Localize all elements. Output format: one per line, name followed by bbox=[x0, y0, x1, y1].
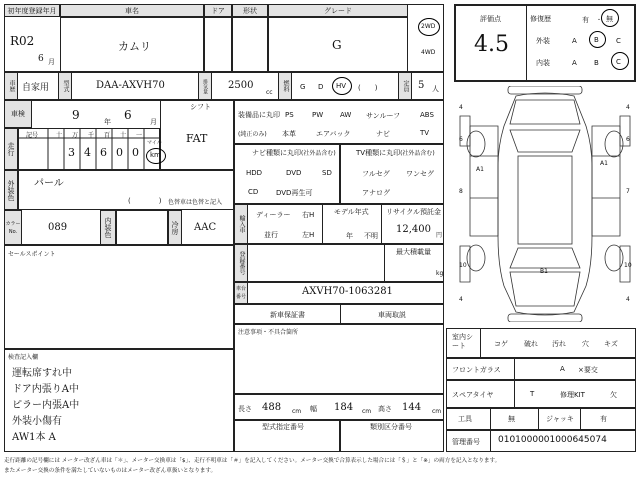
repair-no: 無 bbox=[606, 15, 613, 23]
recycle-label: リサイクル預託金 bbox=[386, 208, 442, 216]
displacement-label: 排気量 bbox=[198, 72, 212, 100]
ac-label: 冷房 bbox=[168, 210, 182, 245]
tv-label bbox=[356, 148, 435, 158]
diag-num-5: 8 bbox=[459, 188, 463, 195]
score-label: 評価点 bbox=[480, 15, 501, 23]
equip-navi: ナビ bbox=[376, 130, 390, 138]
diag-num-8: 4 bbox=[459, 296, 463, 303]
score-divider bbox=[526, 6, 527, 80]
interior-label: 内装色 bbox=[100, 210, 116, 245]
reg-year-value: R02 bbox=[10, 34, 35, 48]
height-label: 高さ bbox=[378, 405, 392, 413]
shift-label: シフト bbox=[190, 103, 211, 111]
inspector-line-2: ピラー内張A中 bbox=[12, 400, 80, 411]
diag-num-1: 4 bbox=[626, 104, 630, 111]
exterior-paren: ( ) bbox=[128, 197, 162, 205]
navi-dvd: DVD bbox=[286, 169, 302, 177]
displacement-value: 2500 bbox=[228, 80, 254, 91]
mgmt-label: 管理番号 bbox=[452, 438, 480, 446]
tools-value: 無 bbox=[508, 415, 515, 423]
door-label: ドア bbox=[204, 4, 232, 17]
tv-oneseg: ワンセグ bbox=[406, 170, 434, 178]
equip-aw: AW bbox=[340, 111, 352, 119]
equip-airbag: エアバック bbox=[316, 130, 351, 138]
equip-ps: PS bbox=[285, 111, 294, 119]
usage-value: 自家用 bbox=[22, 83, 50, 93]
seat-item-1: 破れ bbox=[524, 340, 538, 348]
recycle-value: 12,400 bbox=[396, 224, 431, 235]
capacity-label: 定員 bbox=[398, 72, 412, 100]
inspector-line-4: AW1本 A bbox=[12, 432, 56, 443]
spare-opt1: T bbox=[530, 390, 535, 398]
shift-value: FAT bbox=[186, 132, 208, 145]
model-name-label: 車名 bbox=[60, 4, 204, 17]
mileage-header-4: 百 bbox=[104, 132, 111, 139]
mileage-header-2: 万 bbox=[72, 132, 79, 139]
length-value: 488 bbox=[262, 402, 282, 413]
spare-opt2: 修理KIT bbox=[560, 391, 585, 399]
drive-2wd: 2WD bbox=[421, 23, 436, 30]
class-label: 類別区分番号 bbox=[370, 423, 412, 431]
color-no-label: カラーNo. bbox=[4, 210, 22, 245]
type-label: 型式 bbox=[58, 72, 72, 100]
spare-divider bbox=[514, 380, 515, 408]
mileage-digit-1: 3 bbox=[68, 146, 75, 159]
inspector-label: 検査記入欄 bbox=[8, 354, 39, 361]
jack-label: ジャッキ bbox=[546, 415, 574, 423]
fuel-other: ( ) bbox=[358, 84, 378, 92]
inspection-year: 9 bbox=[72, 108, 80, 122]
diag-num-7: 10 bbox=[624, 262, 632, 269]
repair-yes: 有 bbox=[582, 16, 589, 24]
type-spec-label: 型式指定番号 bbox=[262, 423, 304, 431]
equip-leather: 本革 bbox=[282, 130, 296, 138]
navi-dvd-play: DVD再生可 bbox=[276, 189, 313, 197]
height-value: 144 bbox=[402, 402, 422, 413]
grade-label: グレード bbox=[268, 4, 408, 17]
inspection-month: 6 bbox=[124, 108, 132, 122]
diag-mark-b1: B1 bbox=[540, 268, 548, 275]
fuel-g: G bbox=[300, 83, 306, 91]
equip-sunroof: サンルーフ bbox=[366, 112, 401, 120]
windshield-label: フロントガラス bbox=[452, 366, 501, 374]
chassis-value: AXVH70-1063281 bbox=[302, 286, 393, 297]
diag-num-9: 4 bbox=[626, 296, 630, 303]
cc-unit: cc bbox=[266, 89, 273, 96]
inspector-line-0: 運転席すれ中 bbox=[12, 368, 72, 379]
diag-num-4: 7 bbox=[626, 188, 630, 195]
diag-num-0: 4 bbox=[459, 104, 463, 111]
equip-tv: TV bbox=[420, 129, 430, 137]
mileage-header-3: 千 bbox=[88, 132, 95, 139]
inspector-line-1: ドア内張りA中 bbox=[12, 384, 79, 395]
repair-label: 修復歴 bbox=[530, 15, 551, 23]
seat-item-0: コゲ bbox=[494, 340, 508, 348]
ext-grade-b: B bbox=[594, 36, 599, 44]
exterior-label: 外装色 bbox=[4, 170, 18, 210]
interior-cell bbox=[116, 210, 168, 245]
seat-item-2: 汚れ bbox=[552, 340, 566, 348]
reg-month-value: 6 bbox=[38, 54, 44, 64]
windshield-opt2: ×要交 bbox=[578, 366, 598, 374]
navi-label-main: ナビ種類に丸印 bbox=[252, 149, 301, 157]
diag-num-2: 6 bbox=[459, 136, 463, 143]
ext-grade-a: A bbox=[572, 37, 577, 45]
width-value: 184 bbox=[334, 402, 354, 413]
diag-mark-a1-right: A1 bbox=[600, 160, 608, 167]
mileage-unit-mile: マイル bbox=[147, 140, 162, 146]
doc-divider bbox=[340, 304, 341, 324]
notes-label: 注意事項・不具合箇所 bbox=[238, 329, 299, 336]
footer-line-1: 走行距離の記号欄には メーター改ざん車は「＊」、メーター交換車は「$」、走行不明車は「＃」を記入してください。メーター交換で合算表示した場合には「＄」と「※」の両方を記入となります。 bbox=[4, 458, 501, 464]
reg-month-unit: 月 bbox=[48, 58, 55, 66]
int-grade-b: B bbox=[594, 59, 599, 67]
recycle-unit: 円 bbox=[436, 232, 443, 239]
diag-num-3: 6 bbox=[626, 136, 630, 143]
type-value: DAA-AXVH70 bbox=[96, 80, 165, 91]
registration-label: 登録番号 bbox=[234, 244, 248, 282]
equipment-label-sub: (純正のみ) bbox=[238, 131, 267, 138]
inspection-month-unit: 月 bbox=[150, 118, 157, 126]
doc-box bbox=[234, 304, 444, 324]
mileage-header-1: 十 bbox=[56, 132, 63, 139]
navi-cd: CD bbox=[248, 188, 259, 196]
mgmt-value: 0101000001000645074 bbox=[498, 435, 607, 445]
spare-label: スペアタイヤ bbox=[452, 391, 494, 399]
sales-point-box bbox=[4, 245, 234, 349]
reg-year-label: 初年度登録年月 bbox=[4, 4, 60, 17]
inspector-line-3: 外装小傷有 bbox=[12, 416, 62, 427]
drive-4wd: 4WD bbox=[421, 49, 436, 56]
import-dealer: ディーラー bbox=[256, 211, 291, 219]
equip-abs: ABS bbox=[420, 111, 434, 119]
max-load-label: 最大積載量 bbox=[396, 248, 431, 256]
int-label: 内装 bbox=[536, 59, 550, 67]
model-name-value: カムリ bbox=[118, 40, 151, 53]
windshield-divider bbox=[514, 358, 515, 380]
score-value: 4.5 bbox=[474, 32, 509, 57]
seat-divider bbox=[480, 328, 481, 358]
sales-point-label: セールスポイント bbox=[8, 251, 56, 258]
int-grade-a: A bbox=[572, 59, 577, 67]
car-diagram bbox=[452, 86, 638, 322]
mileage-label: 走行 bbox=[4, 128, 18, 170]
windshield-opt1: A bbox=[560, 365, 565, 373]
mileage-header-0: 記号 bbox=[26, 132, 39, 139]
import-label: 輸入車 bbox=[234, 204, 248, 244]
width-label: 幅 bbox=[310, 405, 317, 413]
diag-mark-a1-left: A1 bbox=[476, 166, 484, 173]
ext-grade-c: C bbox=[616, 37, 621, 45]
import-lh: 左H bbox=[302, 231, 315, 239]
equip-pw: PW bbox=[312, 111, 324, 119]
chassis-label: 車台番号 bbox=[234, 282, 248, 304]
seat-item-3: 穴 bbox=[582, 340, 589, 348]
tv-fullseg: フルセグ bbox=[362, 170, 390, 178]
color-no-value: 089 bbox=[48, 222, 68, 233]
import-rh: 右H bbox=[302, 211, 315, 219]
manual: 車両取説 bbox=[378, 311, 406, 319]
fuel-label: 燃料 bbox=[278, 72, 292, 100]
mileage-header-5: 十 bbox=[120, 132, 127, 139]
ext-label: 外装 bbox=[536, 37, 550, 45]
model-year-label: モデル年式 bbox=[334, 208, 369, 216]
seat-label: 室内シート bbox=[452, 333, 473, 350]
int-grade-c: C bbox=[616, 58, 621, 66]
model-year-value: 不明 bbox=[364, 232, 378, 240]
tools-label: 工具 bbox=[458, 415, 472, 423]
new-warranty: 新車保証書 bbox=[270, 311, 305, 319]
height-unit: cm bbox=[432, 408, 442, 415]
mileage-digit-3: 6 bbox=[100, 146, 107, 159]
jack-divider bbox=[538, 408, 539, 430]
capacity-value: 5 bbox=[418, 80, 425, 91]
capacity-unit: 人 bbox=[432, 85, 439, 93]
door-cell bbox=[204, 17, 232, 72]
mileage-digit-2: 4 bbox=[84, 146, 91, 159]
mileage-header-6: 一 bbox=[136, 132, 143, 139]
shape-label: 形状 bbox=[232, 4, 268, 17]
tv-label-main: TV種類に丸印 bbox=[356, 149, 401, 157]
inspection-year-unit: 年 bbox=[104, 118, 111, 126]
tv-analog: アナログ bbox=[362, 189, 390, 197]
jack-divider-2 bbox=[580, 408, 581, 430]
mileage-unit-km: km bbox=[150, 151, 161, 159]
max-load-unit: kg bbox=[436, 270, 444, 277]
inspection-label: 車検 bbox=[4, 100, 32, 128]
width-unit: cm bbox=[362, 408, 372, 415]
ac-value: AAC bbox=[194, 222, 217, 233]
seat-item-4: キズ bbox=[604, 340, 618, 348]
tv-label-sub: (社外品含む) bbox=[400, 150, 435, 157]
equipment-label: 装備品に丸印 bbox=[238, 111, 280, 119]
grade-value: G bbox=[332, 38, 342, 52]
length-label: 長さ bbox=[238, 405, 252, 413]
tools-box bbox=[446, 408, 636, 430]
mileage-digit-4: 0 bbox=[116, 146, 123, 159]
navi-label-sub: (社外品含む) bbox=[301, 150, 336, 157]
model-year-unit: 年 bbox=[346, 232, 353, 240]
mgmt-divider bbox=[490, 430, 491, 452]
fuel-d: D bbox=[318, 83, 324, 91]
footer-line-2: またメーター交換の条件を満たしていないものはメーター改ざん車扱いとなります。 bbox=[4, 468, 217, 474]
jack-value: 有 bbox=[600, 415, 607, 423]
navi-label bbox=[252, 148, 336, 158]
exterior-note: 色替車は色替と記入 bbox=[168, 199, 223, 206]
mileage-digit-5: 0 bbox=[132, 146, 139, 159]
length-unit: cm bbox=[292, 408, 302, 415]
shape-cell bbox=[232, 17, 268, 72]
diag-num-6: 10 bbox=[459, 262, 467, 269]
repair-dot: ・ bbox=[596, 17, 603, 24]
navi-hdd: HDD bbox=[246, 169, 263, 177]
tools-divider bbox=[490, 408, 491, 430]
import-parallel: 並行 bbox=[264, 231, 278, 239]
fuel-hv: HV bbox=[336, 82, 347, 90]
car-history-label: 車歴 bbox=[4, 72, 18, 100]
exterior-value: パール bbox=[34, 178, 64, 189]
navi-sd: SD bbox=[322, 169, 332, 177]
spare-opt3: 欠 bbox=[610, 391, 617, 399]
